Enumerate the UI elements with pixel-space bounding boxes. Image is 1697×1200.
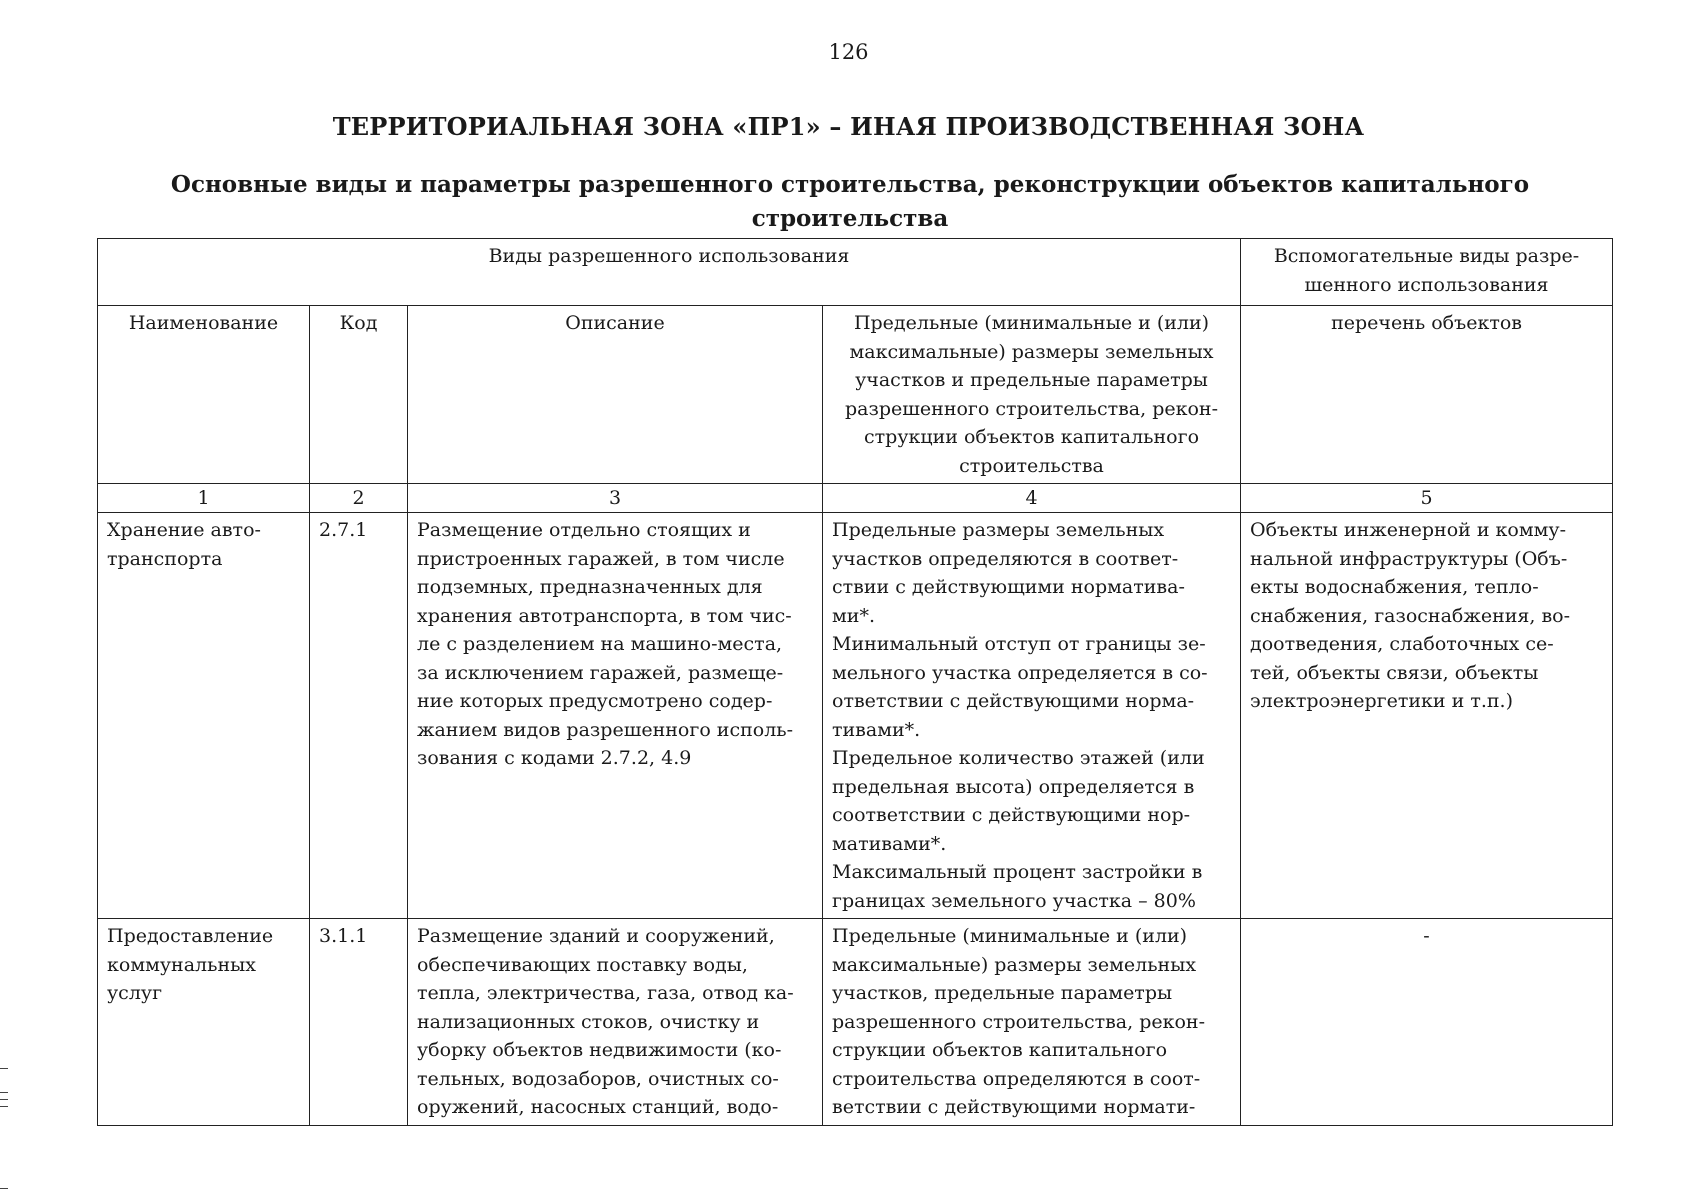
cell-line: ответствии с действующими норма- — [832, 690, 1195, 712]
row-objects-cell — [1241, 513, 1613, 919]
cell-line: услуг — [107, 982, 163, 1004]
cell-line: ле с разделением на машино-места, — [417, 633, 783, 655]
cell-line: ствии с действующими норматива- — [832, 576, 1185, 598]
column-header-code: Код — [310, 306, 408, 484]
cell-line: мативами*. — [832, 832, 947, 855]
cell-line: Размещение отдельно стоящих и — [417, 519, 751, 541]
cell-line: екты водоснабжения, тепло- — [1250, 576, 1539, 598]
column-number: 1 — [98, 484, 310, 513]
cell-line: нальной инфраструктуры (Объ- — [1250, 547, 1568, 570]
aux-header-line-1: Вспомогательные виды разре- — [1273, 245, 1580, 267]
cell-line: Предельное количество этажей (или — [832, 747, 1205, 769]
column-header-description: Описание — [408, 306, 823, 484]
cell-line: за исключением гаражей, размеще- — [417, 661, 784, 684]
limits-header-line: строительства — [959, 454, 1104, 477]
cell-line: Предоставление — [107, 925, 274, 947]
cell-line: участков определяются в соответ- — [832, 547, 1179, 570]
row-name-cell — [98, 919, 310, 1126]
land-use-table — [97, 238, 1613, 1126]
row-name-cell — [98, 513, 310, 919]
column-number-row — [98, 484, 1613, 513]
row-description-cell — [408, 513, 823, 919]
row-objects-cell: - — [1241, 919, 1613, 1126]
cell-line: тепла, электричества, газа, отвод ка- — [417, 982, 794, 1004]
cell-line: жанием видов разрешенного исполь- — [417, 718, 794, 741]
limits-header-line: Предельные (минимальные и (или) — [853, 312, 1210, 334]
cell-line: электроэнергетики и т.п.) — [1250, 690, 1513, 712]
aux-header-cell — [1241, 239, 1613, 306]
column-header-name: Наименование — [98, 306, 310, 484]
row-limits-cell — [823, 919, 1241, 1126]
section-title-line-2: строительства — [751, 205, 949, 232]
cell-line: Размещение зданий и сооружений, — [417, 925, 775, 947]
table-row — [98, 513, 1613, 919]
cell-line: строительства определяются в соот- — [832, 1067, 1201, 1090]
margin-mark — [0, 1092, 8, 1093]
limits-header-line: максимальные) размеры земельных — [849, 340, 1214, 363]
margin-mark — [0, 1068, 8, 1069]
cell-line: нализационных стоков, очистку и — [417, 1010, 760, 1033]
margin-mark — [0, 1099, 8, 1100]
aux-header-line-2: шенного использования — [1304, 273, 1549, 296]
cell-line: доотведения, слаботочных се- — [1250, 633, 1554, 655]
group-header-cell — [98, 239, 1241, 306]
table-subheader-row — [98, 306, 1613, 484]
cell-line: обеспечивающих поставку воды, — [417, 953, 748, 976]
column-number: 5 — [1241, 484, 1613, 513]
section-title — [150, 168, 1550, 236]
limits-header-line: струкции объектов капитального — [864, 426, 1200, 448]
row-description-cell — [408, 919, 823, 1126]
cell-line: Максимальный процент застройки в — [832, 861, 1203, 883]
limits-header-line: разрешенного строительства, рекон- — [845, 397, 1219, 420]
cell-line: зования с кодами 2.7.2, 4.9 — [417, 747, 692, 769]
cell-line: уборку объектов недвижимости (ко- — [417, 1039, 782, 1061]
cell-line: оружений, насосных станций, водо- — [417, 1096, 779, 1118]
cell-line: тельных, водозаборов, очистных со- — [417, 1067, 779, 1090]
cell-line: Хранение авто- — [107, 519, 261, 541]
page-number: 126 — [828, 40, 869, 64]
cell-line: Предельные (минимальные и (или) — [832, 925, 1188, 947]
cell-line: коммунальных — [107, 953, 256, 976]
cell-line: максимальные) размеры земельных — [832, 953, 1197, 976]
zone-title: ТЕРРИТОРИАЛЬНАЯ ЗОНА «ПР1» – ИНАЯ ПРОИЗВОДСТВЕННАЯ ЗОНА — [332, 112, 1365, 141]
cell-line: предельная высота) определяется в — [832, 775, 1195, 798]
column-number: 3 — [408, 484, 823, 513]
column-number: 4 — [823, 484, 1241, 513]
section-title-line-1: Основные виды и параметры разрешенного строительства, реконструкции объектов капитального — [170, 171, 1530, 198]
row-code-cell: 2.7.1 — [310, 513, 408, 919]
row-limits-cell — [823, 513, 1241, 919]
cell-line: ветствии с действующими нормати- — [832, 1096, 1196, 1118]
column-header-objects: перечень объектов — [1241, 306, 1613, 484]
limits-header-line: участков и предельные параметры — [855, 369, 1208, 391]
cell-line: пристроенных гаражей, в том числе — [417, 547, 785, 570]
row-code-cell: 3.1.1 — [310, 919, 408, 1126]
margin-mark — [0, 1106, 8, 1107]
table-header-row — [98, 239, 1613, 306]
group-header-label: Виды разрешенного использования — [488, 245, 850, 267]
cell-line: Объекты инженерной и комму- — [1250, 519, 1567, 541]
cell-line: струкции объектов капитального — [832, 1039, 1168, 1061]
cell-line: мельного участка определяется в со- — [832, 661, 1208, 684]
cell-line: границах земельного участка – 80% — [832, 889, 1196, 912]
cell-line: Предельные размеры земельных — [832, 519, 1165, 541]
cell-line: транспорта — [107, 547, 223, 570]
column-header-limits — [823, 306, 1241, 484]
cell-line: соответствии с действующими нор- — [832, 804, 1191, 826]
margin-mark — [0, 1188, 8, 1189]
cell-line: подземных, предназначенных для — [417, 576, 763, 598]
cell-line: хранения автотранспорта, в том чис- — [417, 604, 792, 627]
cell-line: снабжения, газоснабжения, во- — [1250, 604, 1571, 627]
cell-line: ми*. — [832, 604, 875, 627]
cell-line: разрешенного строительства, рекон- — [832, 1010, 1206, 1033]
cell-line: участков, предельные параметры — [832, 982, 1173, 1004]
column-number: 2 — [310, 484, 408, 513]
cell-line: ние которых предусмотрено содер- — [417, 690, 773, 712]
cell-line: Минимальный отступ от границы зе- — [832, 633, 1206, 655]
cell-line: тей, объекты связи, объекты — [1250, 661, 1539, 684]
table-row — [98, 919, 1613, 1126]
cell-line: тивами*. — [832, 718, 921, 741]
